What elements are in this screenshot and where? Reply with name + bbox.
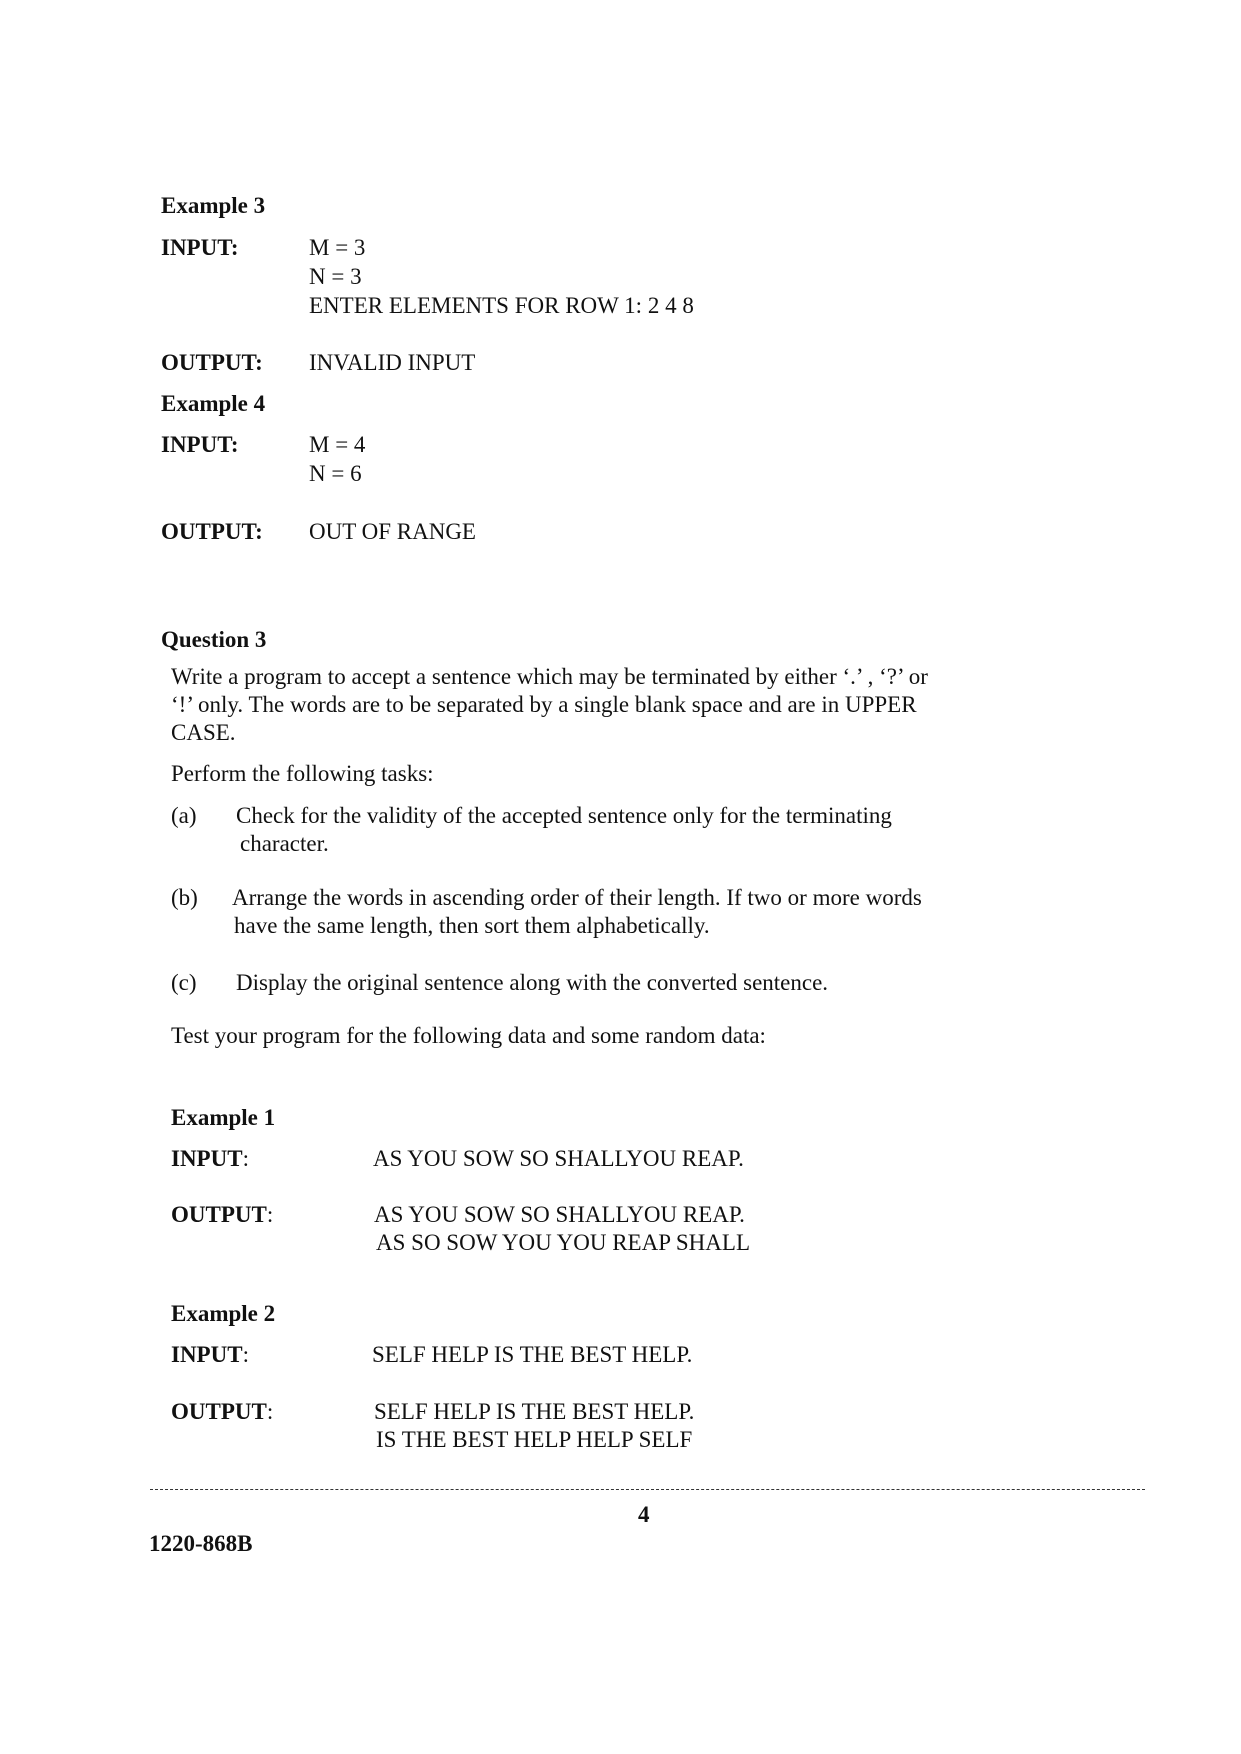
task-label: (c) (171, 970, 197, 995)
example1-heading: Example 1 (171, 1105, 276, 1130)
example1-output-line: AS SO SOW YOU YOU REAP SHALL (376, 1230, 750, 1255)
question3-intro-line: ‘!’ only. The words are to be separated by a single blank space and are in UPPER (171, 692, 917, 717)
question3-intro-line: Write a program to accept a sentence which may be terminated by either ‘.’ , ‘?’ or (171, 664, 928, 689)
example3-input-line: ENTER ELEMENTS FOR ROW 1: 2 4 8 (309, 293, 694, 318)
tasks-intro: Perform the following tasks: (171, 761, 434, 786)
question3-intro-line: CASE. (171, 720, 236, 745)
example2-input-label: INPUT: (171, 1342, 249, 1367)
example2-output-label: OUTPUT: (171, 1399, 274, 1424)
task-label: (b) (171, 885, 198, 910)
example4-input-line: M = 4 (309, 432, 366, 457)
example4-output: OUT OF RANGE (309, 519, 476, 544)
footer-divider (150, 1489, 1145, 1490)
example4-input-line: N = 6 (309, 461, 362, 486)
example2-output-line: IS THE BEST HELP HELP SELF (376, 1427, 693, 1452)
example2-input: SELF HELP IS THE BEST HELP. (372, 1342, 693, 1367)
task-line: have the same length, then sort them alphabetically. (234, 913, 710, 938)
example3-input-line: N = 3 (309, 264, 362, 289)
example2-output-line: SELF HELP IS THE BEST HELP. (374, 1399, 695, 1424)
example3-output-label: OUTPUT: (161, 350, 263, 375)
example2-heading: Example 2 (171, 1301, 276, 1326)
example1-input: AS YOU SOW SO SHALLYOU REAP. (373, 1146, 744, 1171)
example4-heading: Example 4 (161, 391, 266, 416)
example3-output: INVALID INPUT (309, 350, 476, 375)
example1-output-label: OUTPUT: (171, 1202, 274, 1227)
task-line: Arrange the words in ascending order of their length. If two or more words (232, 885, 922, 910)
task-line: Check for the validity of the accepted sentence only for the terminating (236, 803, 892, 828)
question3-heading: Question 3 (161, 627, 267, 652)
example4-input-label: INPUT: (161, 432, 239, 457)
example1-output-line: AS YOU SOW SO SHALLYOU REAP. (374, 1202, 745, 1227)
example3-input-label: INPUT: (161, 235, 239, 260)
test-instruction: Test your program for the following data and some random data: (171, 1023, 766, 1048)
paper-code: 1220-868B (149, 1531, 253, 1556)
page-number: 4 (638, 1502, 650, 1527)
task-line: character. (240, 831, 329, 856)
example4-output-label: OUTPUT: (161, 519, 263, 544)
example3-heading: Example 3 (161, 193, 266, 218)
example1-input-label: INPUT: (171, 1146, 249, 1171)
example3-input-line: M = 3 (309, 235, 366, 260)
task-label: (a) (171, 803, 197, 828)
task-line: Display the original sentence along with the converted sentence. (236, 970, 829, 995)
